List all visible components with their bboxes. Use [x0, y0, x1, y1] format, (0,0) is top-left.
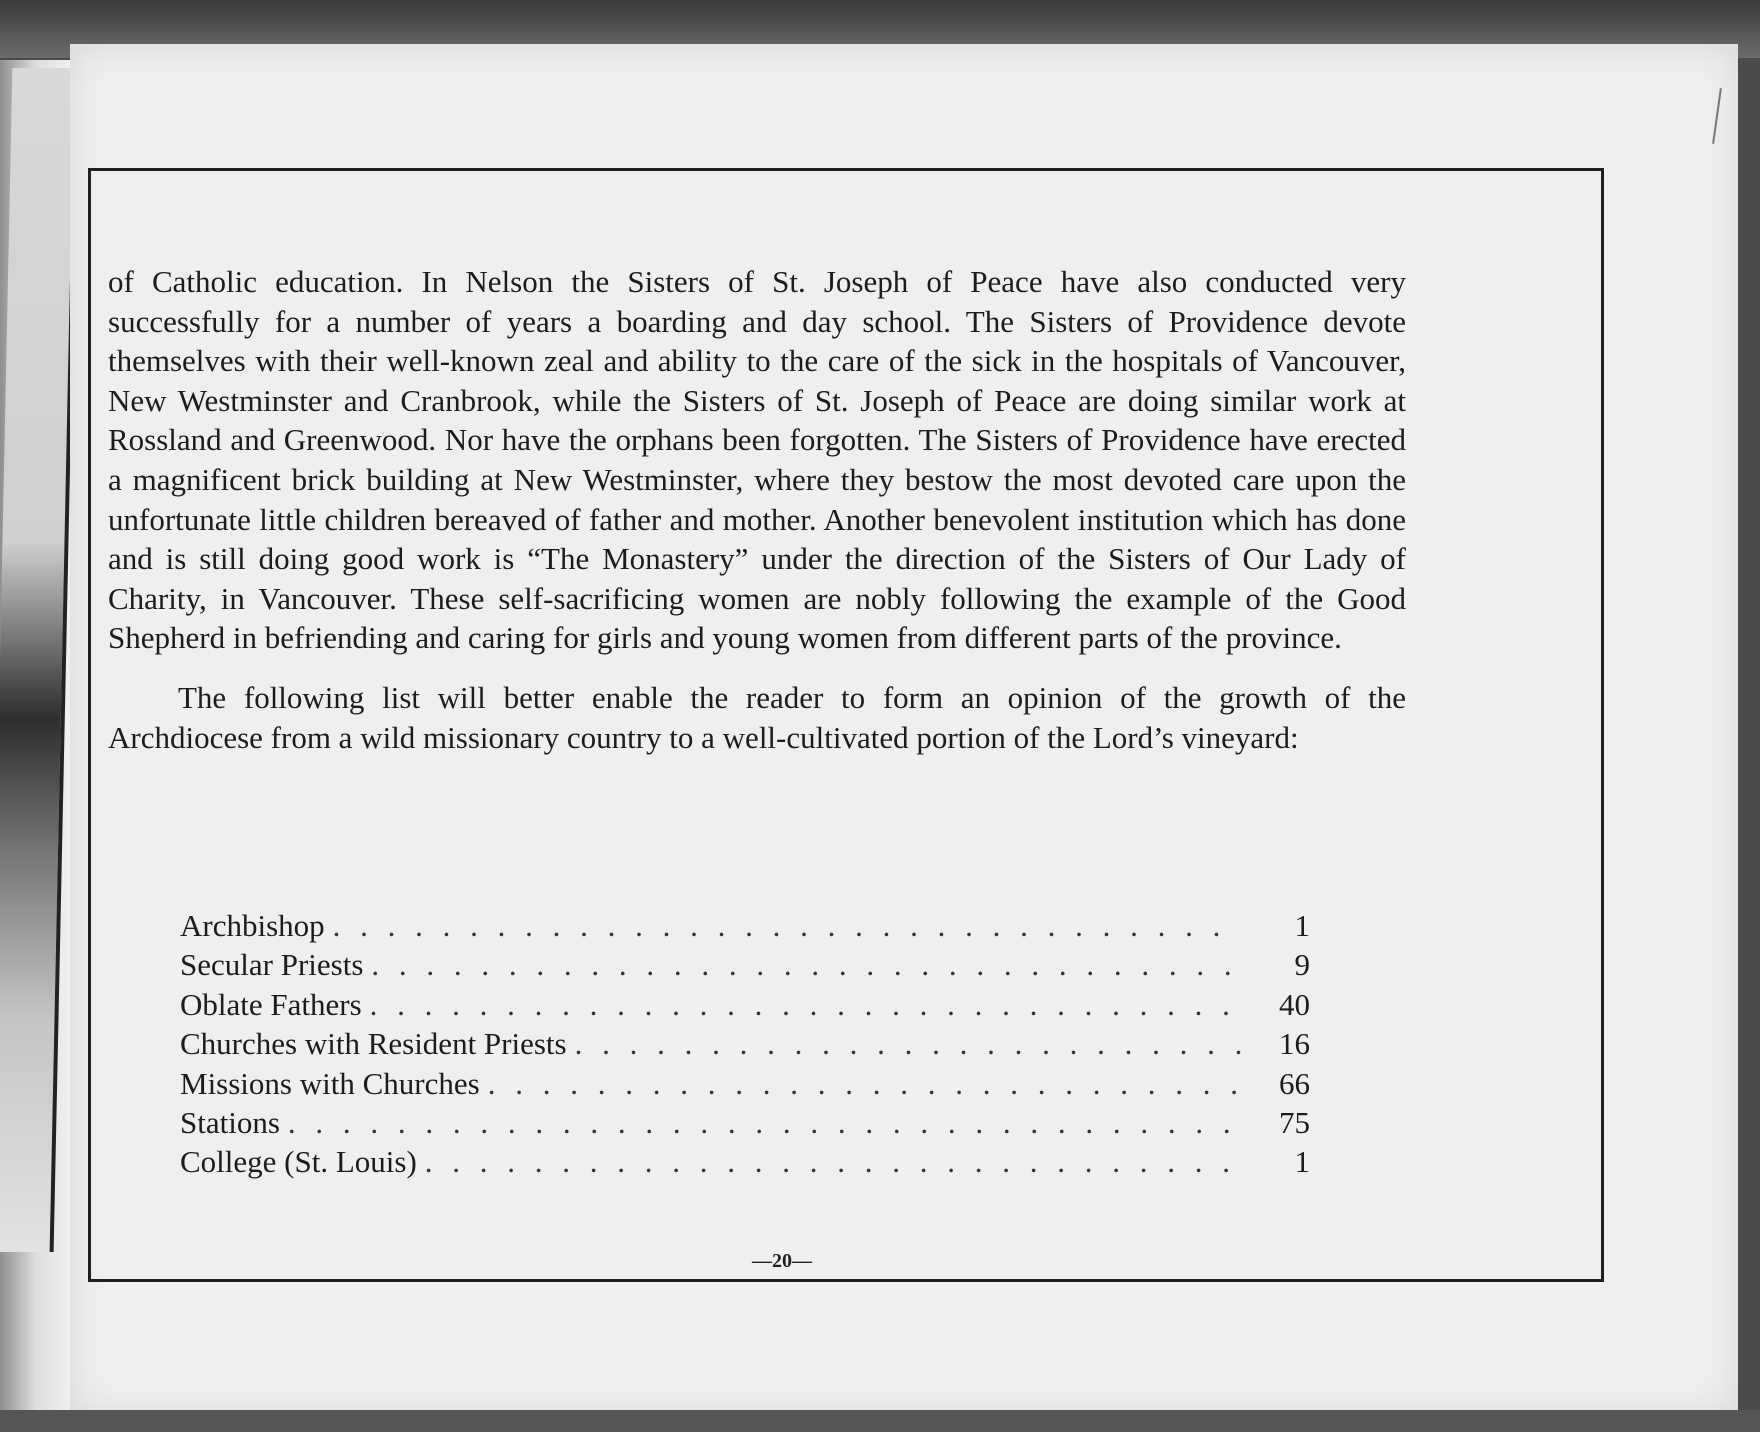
- leader-dots: [488, 1066, 1242, 1102]
- statistics-label: Archbishop: [180, 908, 325, 943]
- leader-dots: [288, 1105, 1242, 1141]
- statistics-label: Churches with Resident Priests: [180, 1026, 567, 1062]
- statistics-label: Oblate Fathers: [180, 986, 362, 1022]
- statistics-row: [180, 908, 1310, 947]
- page-number: —20—: [752, 1250, 812, 1272]
- statistics-value: 40: [1279, 986, 1310, 1022]
- statistics-label: College (St. Louis): [180, 1144, 417, 1180]
- leader-dots: [371, 947, 1242, 983]
- scan-bottom-edge: [0, 1410, 1760, 1432]
- statistics-value: 66: [1279, 1065, 1310, 1101]
- statistics-label: Missions with Churches: [180, 1065, 480, 1101]
- statistics-row: [180, 1105, 1310, 1144]
- page-corner-mark: [1712, 88, 1722, 144]
- statistics-row: [180, 947, 1310, 986]
- statistics-value: 1: [1294, 908, 1310, 943]
- statistics-list: [180, 908, 1310, 1184]
- statistics-row: [180, 987, 1310, 1026]
- body-text: [108, 262, 1406, 757]
- leader-dots: [575, 1026, 1242, 1062]
- statistics-value: 75: [1279, 1104, 1310, 1140]
- statistics-value: 9: [1294, 947, 1310, 983]
- paragraph-following-list: The following list will better enable the reader to form an opinion of the growth of the Archdiocese from a wild missionary country to a well-cultivated portion of the Lord’s vineyard:: [108, 679, 1406, 755]
- leader-dots: [425, 1144, 1242, 1180]
- statistics-value: 16: [1279, 1026, 1310, 1062]
- paragraph-catholic-education: of Catholic education. In Nelson the Sisters of St. Joseph of Peace have also conducted very successfully for a number of years a boarding and day school. The Sisters of Providence devote themselves with their well-known zeal and ability to the care of the sick in the hospitals of Vancouver, New Westminster and Cranbrook, while the Sisters of St. Joseph of Peace are doing similar work at Rossland and Greenwood. Nor have the orphans been forgotten. The Sisters of Providence have erected a magnificent brick building at New Westminster, where they bestow the most devoted care upon the unfortunate little children bereaved of father and mother. Another benevolent institution which has done and is still doing good work is “The Monastery” under the direction of the Sisters of Our Lady of Charity, in Vancouver. These self-sacrificing women are nobly following the example of the Good Shepherd in befriending and caring for girls and young women from different parts of the province.: [108, 264, 1406, 656]
- statistics-row: [180, 1066, 1310, 1105]
- leader-dots: [333, 908, 1242, 944]
- statistics-label: Secular Priests: [180, 947, 364, 983]
- statistics-row: [180, 1026, 1310, 1065]
- leader-dots: [370, 987, 1242, 1023]
- statistics-row: [180, 1144, 1310, 1183]
- statistics-value: 1: [1294, 1144, 1310, 1180]
- statistics-label: Stations: [180, 1104, 280, 1140]
